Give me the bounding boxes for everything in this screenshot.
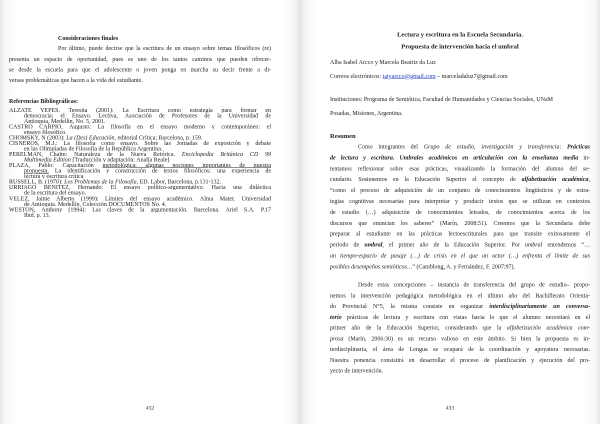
paragraph-line: terdisciplinaria, el área de Lengua se ocupará de la coordinación y apoyatura necesarias. [330, 345, 590, 353]
text-segment: , [588, 175, 590, 183]
reference-entry [9, 207, 271, 218]
reference-entry [9, 124, 271, 135]
reference-entry [9, 152, 271, 163]
reference-line: lectura y escritura crítica [24, 173, 84, 180]
text-segment: Enciclopedia Británica CD 99 [181, 151, 271, 158]
paragraph-line: de estudio (…) adquisición de conocimientos letrados, de conocimientos acerca de los [330, 208, 590, 216]
location: Posadas, Misiones, Argentina. [330, 109, 403, 117]
text-segment: Prácticas [567, 143, 590, 151]
paragraph-line [330, 333, 590, 344]
paragraph-line [330, 152, 590, 163]
text-segment: de lectura y escritura. Umbrales académicos en articulación con la enseñanza media [330, 153, 579, 161]
text-segment: entendemos “… [542, 241, 590, 249]
paragraph-line: “como el proceso de adquisición de un conjunto de conocimientos lingüísticos y de estra- [330, 186, 590, 194]
reference-entry [9, 196, 271, 207]
text-segment: metodológica: algunas nociones importantes de nuestra [102, 162, 271, 169]
text-segment: , editorial Crítica; Barcelona, p. 159. [114, 134, 203, 141]
text-segment: un tiempo-espacio de pasaje (…) de crisis en el que un actor (…) enfrenta el límite de sus [330, 252, 590, 260]
paragraph-line: presenta un espacio de oportunidad, pues es uno de los tantos caminos que pueden ofrecer- [9, 55, 271, 63]
references-list [9, 107, 271, 218]
paragraph-line: preparar al estudiante en las prácticas lectoescriturales para que transite exitosamente el [330, 230, 590, 238]
text-segment: torio [330, 313, 342, 321]
text-segment: prosa [330, 334, 344, 342]
abstract-paragraph-2 [330, 280, 590, 377]
page-number: 433 [445, 405, 455, 411]
text-segment: Como integrantes del [358, 143, 424, 151]
paragraph-line [330, 323, 590, 334]
reference-line: ensayo filosófico. [24, 129, 67, 135]
reference-entry [9, 107, 271, 124]
reference-line: ALZATE YEPES. Teresita (2001): La Escritura como estrategia para formar en [9, 107, 271, 113]
paragraph-line [330, 251, 590, 262]
paragraph-line: se desde la escuela para que el adolescente o joven ponga en marcha su decir frente a di- [9, 65, 271, 73]
paragraph-line: Desde estas concepciones – instancia de transferencia del grupo de estudio– propo- [358, 281, 590, 289]
paragraph-line: nemos la intervención pedagógica metodológica en el último año del Bachillerato Orienta- [330, 291, 590, 299]
paragraph-line [330, 240, 590, 251]
email-link[interactable]: tatyarcco@gmail.com [382, 72, 436, 80]
text-segment: alfabetización académica com- [506, 324, 590, 332]
article-subtitle: Propuesta de intervención hacia el umbral [401, 42, 519, 50]
paragraph-line [330, 301, 590, 312]
text-segment: PERELMAN, Chaïm: Naturaleza de la Nueva Retórica. [9, 151, 182, 158]
email-address: marceladaluz7@gmail.com [441, 72, 508, 80]
paragraph-line [330, 312, 590, 323]
text-segment: Grupo de estudio, investigación y transferencia [423, 143, 560, 151]
section-heading: Consideraciones finales [58, 34, 119, 42]
contact-emails [330, 73, 508, 79]
article-title: Lectura y escritura en la Escuela Secundaria. [397, 30, 523, 38]
text-segment: período de [330, 241, 365, 249]
reference-entry [9, 140, 271, 151]
reference-line: Antioquia, Medellín, No. 5, 2001. [24, 118, 106, 124]
text-segment: in- [578, 153, 590, 161]
text-segment: : [559, 143, 567, 151]
email-separator: – [435, 72, 442, 80]
reference-line: Ibid. p. 13. [24, 212, 51, 218]
text-segment: primer año de la Educación Superior, considerando que la [330, 324, 507, 332]
reference-line: de Antioquia. Medellín, Colección DOCUMENTOS No. 4. [24, 201, 167, 207]
abstract-heading: Resumen [330, 132, 356, 140]
reference-line: de la escritura del ensayo. [24, 190, 87, 196]
text-segment: RUSSELL, B. (1970): [9, 179, 65, 185]
paragraph-line [330, 261, 590, 272]
text-segment: posibles desempeños semióticos… [330, 262, 413, 270]
reference-line: CASTRO CARPIO, Augusto: La filosofía en el ensayo moderno y contemporáneo: el [9, 123, 271, 130]
text-segment: prácticas de lectura y escritura con vistas hacia lo que el alumno necesitará en el [341, 313, 590, 321]
text-segment: umbral [364, 241, 383, 249]
reference-line: WESTON, Anthony (1994): Las claves de la argumentación. Barcelona. Ariel S.A. P.17 [9, 206, 271, 213]
paragraph-line: Nuestra ponencia consistirá en desarrollar el proceso de planificación y ejecución del pro- [330, 356, 590, 364]
paragraph-line [330, 174, 590, 185]
page-number: 432 [145, 405, 155, 411]
paragraph-line: tentamos reflexionar sobre esas prácticas, visualizando la formación del alumno del se- [330, 164, 590, 172]
right-page [300, 0, 600, 424]
text-segment: , ED. Labor, Barcelona, p.131-132. [136, 179, 222, 185]
text-segment: La identificación y construcción de textos filosóficos: una experiencia de [48, 168, 271, 174]
text-segment: La (Des) Educación [66, 134, 115, 141]
text-segment: ” (Camblong, A. y Fernández, F. 2007:97). [412, 262, 515, 270]
authors: Alba Isabel Arcco y Marcela Beatriz da Luz [330, 58, 436, 66]
reference-entry [9, 185, 271, 196]
abstract-paragraph-1 [330, 142, 590, 273]
reference-line: en las Olimpíadas de Filosofía de la República Argentina. [24, 145, 163, 152]
text-segment: do Provincial N°5, la misma consiste en organizar [330, 302, 490, 310]
paragraph-line: tegias cognitivas necesarias para interpretar y producir textos que se utilizan en contextos [330, 197, 590, 205]
text-segment: Multimedia Edition [24, 157, 71, 163]
reference-entry [9, 163, 271, 180]
reference-line: democracia; el Ensayo. Lectiva, Asociación de Profesores de la Universidad de [24, 112, 271, 119]
text-segment: umbral [524, 241, 543, 249]
text-segment: propuesta. [24, 168, 49, 174]
institution: Instituciones: Programa de Semiótica, Facultad de Humanidades y Ciencias Sociales, UNaM [330, 95, 553, 103]
text-segment: alfabetización académica [521, 175, 589, 183]
reference-line: URRIAGO BENÍTEZ, Hernando: El ensayo político-argumentativo. Hacia una didáctica [9, 184, 271, 191]
text-segment: , el primer año de la Educación Superior. Por [382, 241, 525, 249]
text-segment: (Marín, 2006:30) es un recurso valioso en este ámbito. Si bien la propuesta es in- [343, 334, 590, 342]
email-label: Correos electrónicos: [330, 72, 383, 80]
reference-line: CISNEROS, M.J.: La filosofía como ensayo. Sobre las Jornadas de exposición y debate [9, 140, 271, 146]
paragraph-line [330, 142, 590, 153]
text-segment: CHOMSKY, N (2003): [9, 134, 67, 141]
text-segment: cundario. Sostenemos en la Educación Superior el concepto de [330, 175, 522, 183]
text-segment: [Traducción y adaptación: Analía Reale] [70, 157, 170, 163]
paragraph-line: versas problemáticas que hacen a la vida del estudiante. [9, 76, 143, 84]
text-segment: PLAZA, Pablo: Capacitación [9, 162, 103, 169]
paragraph-line: yecto de intervención. [330, 367, 384, 375]
paragraph-line: discursos que enuncian los saberes” (Marín, 2008:51). Creemos que la Secundaria debe [330, 219, 590, 227]
paragraph-line: Por último, puede decirse que la escritura de un ensayo sobre temas filosóficos (re) [58, 44, 271, 52]
reference-line: VELEZ, Jaime Alberto (1999): Límites del ensayo académico. Alma Mater. Universidad [9, 195, 271, 202]
text-segment: Los Problemas de la Filosofía [64, 179, 137, 185]
references-heading: Referencias Bibliográficas: [9, 97, 79, 105]
conclusion-paragraph [9, 43, 271, 85]
text-segment: interdisciplinariamente un conversa- [489, 302, 590, 310]
